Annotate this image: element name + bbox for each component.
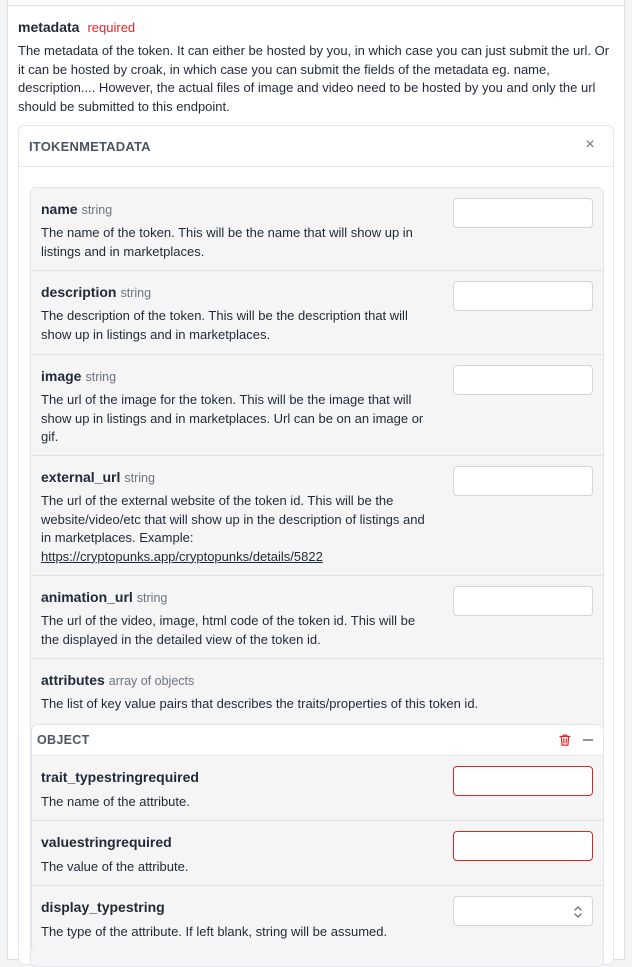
- field-name-label: attributes: [41, 672, 105, 688]
- field-name-label: trait_type: [41, 769, 105, 785]
- name-input[interactable]: [453, 198, 593, 228]
- field-name-label: value: [41, 834, 77, 850]
- object-row-display-type: [32, 886, 603, 952]
- api-body-params-card: [7, 0, 625, 960]
- image-input[interactable]: [453, 365, 593, 395]
- field-description: The url of the video, image, html code of the token id. This will be the displayed in the detailed view of the token id.: [41, 613, 416, 647]
- object-row-trait-type: [32, 756, 603, 821]
- field-type: string: [125, 899, 165, 915]
- field-row-attributes: [31, 659, 603, 729]
- field-row-external-url: [31, 456, 603, 576]
- field-row-animation-url: [31, 576, 603, 659]
- field-description: [41, 492, 436, 566]
- field-description: The name of the token. This will be the name that will show up in listings and in marketplaces.: [41, 225, 413, 259]
- description-input[interactable]: [453, 281, 593, 311]
- field-name-label: description: [41, 284, 117, 300]
- value-input[interactable]: [453, 831, 593, 861]
- field-description: The value of the attribute.: [41, 859, 189, 874]
- trait-type-input[interactable]: [453, 766, 593, 796]
- field-type: string: [81, 203, 113, 217]
- required-badge: required: [142, 769, 199, 785]
- required-badge: required: [115, 834, 172, 850]
- field-description-text: The url of the external website of the token id. This will be the website/video/etc that will show up in the description of listings and in marketplaces. Example:: [41, 493, 425, 545]
- object-title: OBJECT: [37, 733, 90, 747]
- field-name-label: animation_url: [41, 589, 133, 605]
- attribute-object-panel: [31, 724, 604, 952]
- field-description: The type of the attribute. If left blank, string will be assumed.: [41, 924, 388, 939]
- field-name-label: name: [41, 201, 78, 217]
- object-row-value: [32, 821, 603, 886]
- field-type: string: [124, 471, 155, 485]
- itokenmetadata-panel: [18, 125, 614, 965]
- field-type: string: [85, 370, 117, 384]
- select-arrows-icon: [572, 904, 584, 920]
- field-description: The description of the token. This will be the description that will show up in listings and in marketplaces.: [41, 308, 408, 342]
- field-type: string: [76, 834, 116, 850]
- divider: [19, 166, 613, 167]
- field-row-description: [31, 271, 603, 355]
- field-description: The name of the attribute.: [41, 794, 190, 809]
- metadata-param-name: metadata: [18, 19, 80, 35]
- animation-url-input[interactable]: [453, 586, 593, 616]
- metadata-param-header: [18, 19, 135, 35]
- display-type-select[interactable]: [453, 896, 593, 926]
- metadata-param-description: The metadata of the token. It can either be hosted by you, in which case you can just submit the url. Or it can be hosted by croak, in which case you can submit the fields of the metadata eg. name, description.... However, the actual files of image and video need to be hosted by you and only the url should be submitted to this endpoint.: [18, 43, 610, 114]
- close-icon[interactable]: ×: [585, 136, 595, 153]
- field-type: string: [104, 769, 143, 785]
- field-row-name: [31, 188, 603, 271]
- divider: [8, 5, 624, 6]
- field-description: The list of key value pairs that describes the traits/properties of this token id.: [41, 696, 479, 711]
- field-type: string: [120, 286, 152, 300]
- example-link[interactable]: https://cryptopunks.app/cryptopunks/details/5822: [41, 548, 323, 564]
- field-name-label: image: [41, 368, 82, 384]
- panel-title: ITOKENMETADATA: [29, 139, 151, 154]
- field-name-label: external_url: [41, 469, 121, 485]
- field-type: string: [136, 591, 168, 605]
- field-name-label: display_type: [41, 899, 126, 915]
- external-url-input[interactable]: [453, 466, 593, 496]
- metadata-fields-group: [30, 187, 604, 967]
- required-badge: required: [87, 20, 136, 35]
- field-description: The url of the image for the token. This will be the image that will show up in listings and in marketplaces. Url can be on an image or gif.: [41, 392, 424, 444]
- field-row-image: [31, 355, 603, 456]
- field-type: array of objects: [108, 674, 195, 688]
- trash-icon[interactable]: [558, 733, 572, 747]
- collapse-icon[interactable]: [581, 733, 595, 747]
